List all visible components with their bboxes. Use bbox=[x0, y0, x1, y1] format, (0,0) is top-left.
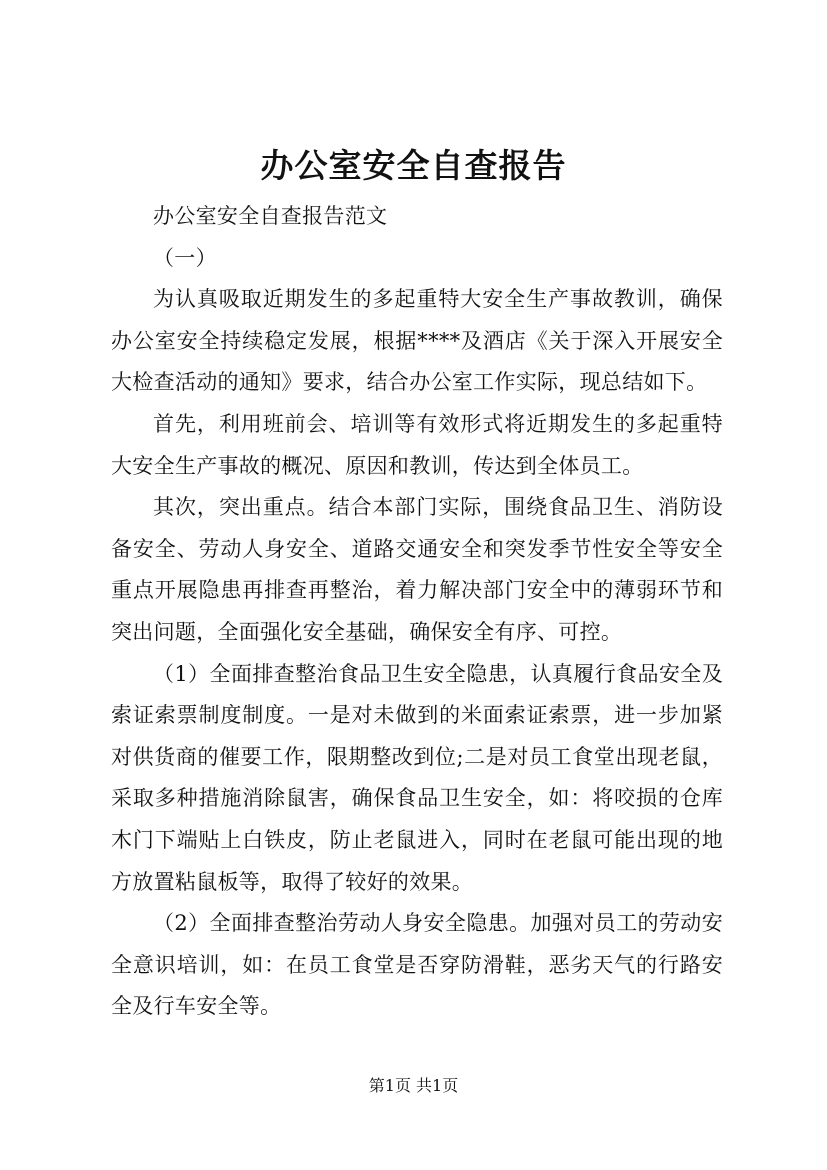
paragraph: （2）全面排查整治劳动人身安全隐患。加强对员工的劳动安全意识培训，如：在员工食堂是否穿防滑鞋，恶劣天气的行路安全及行车安全等。 bbox=[111, 911, 723, 1019]
paragraph: 首先，利用班前会、培训等有效形式将近期发生的多起重特大安全生产事故的概况、原因和教训，传达到全体员工。 bbox=[111, 411, 723, 478]
paragraph: 其次，突出重点。结合本部门实际，围绕食品卫生、消防设备安全、劳动人身安全、道路交通安全和突发季节性安全等安全重点开展隐患再排查再整治，着力解决部门安全中的薄弱环节和突出问题，全面强化安全基础，确保安全有序、可控。 bbox=[111, 495, 723, 644]
section-marker: （一） bbox=[153, 245, 217, 270]
page-number-label: 第1页 共1页 bbox=[368, 1076, 459, 1095]
document-body bbox=[111, 196, 723, 1028]
paragraph: 为认真吸取近期发生的多起重特大安全生产事故教训，确保办公室安全持续稳定发展，根据****及酒店《关于深入开展安全大检查活动的通知》要求，结合办公室工作实际，现总结如下。 bbox=[111, 287, 723, 395]
document-title: 办公室安全自查报告 bbox=[260, 146, 567, 185]
paragraph: （1）全面排查整治食品卫生安全隐患，认真履行食品安全及索证索票制度制度。一是对未做到的米面索证索票，进一步加紧对供货商的催要工作，限期整改到位;二是对员工食堂出现老鼠，采取多种措施消除鼠害，确保食品卫生安全，如：将咬损的仓库木门下端贴上白铁皮，防止老鼠进入，同时在老鼠可能出现的地方放置粘鼠板等，取得了较好的效果。 bbox=[111, 661, 723, 894]
page-footer bbox=[0, 1076, 827, 1096]
document-subtitle: 办公室安全自查报告范文 bbox=[153, 204, 388, 228]
